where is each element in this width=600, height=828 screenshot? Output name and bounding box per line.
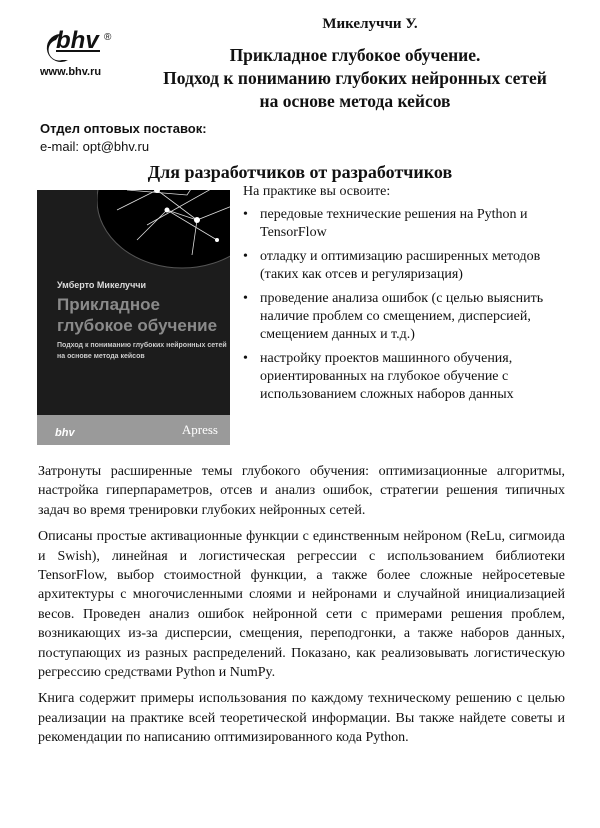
svg-text:bhv: bhv: [56, 27, 99, 54]
list-item-text: отладку и оптимизацию расширенных методов (таких как отсев и регуляризация): [260, 249, 541, 282]
intro-text: На практике вы освоите:: [243, 184, 391, 199]
description-body: [38, 462, 565, 755]
paragraph: Книга содержит примеры использования по каждому техническому решению с целью реализации на практике всей теоретической информации. Вы также найдете советы и рекомендации по написанию оптимизированного кода Python.: [38, 691, 565, 746]
author-name: Микелуччи У.: [322, 16, 418, 32]
skills-list: [243, 206, 565, 410]
list-item: [243, 350, 565, 404]
cover-title: [57, 294, 217, 336]
slogan-heading: Для разработчиков от разработчиков: [147, 162, 453, 182]
paragraph: Описаны простые активационные функции с единственным нейроном (ReLu, сигмоида и Swish), линейная и логистическая регрессии с использованием библиотеки TensorFlow, выбор стоимостной функции, а также более сложные нейросетевые архитектуры с многочисленными слоями и нейронами и случайной инициализацией весов. Проведен анализ ошибок нейронной сети с примерами решения проблем, возникающих из-за дисперсии, смещения, переподгонки, а также наборов данных, поступающих из разных распределений. Показано, как реализовывать логистическую регрессию средствами Python и NumPy.: [38, 529, 565, 681]
bullet-icon: •: [243, 249, 248, 264]
cover-author: Умберто Микелуччи: [57, 280, 147, 290]
paragraph: Затронуты расширенные темы глубокого обучения: оптимизационные алгоритмы, настройка гиперпараметров, отсев и анализ ошибок, стратегии решения типичных задач во время тренировки глубоких нейронных сетей.: [38, 464, 565, 518]
title-line: на основе метода кейсов: [259, 91, 451, 111]
cover-title-line: глубокое обучение: [57, 316, 218, 335]
list-item-text: настройку проектов машинного обучения, ориентированных на глубокое обучение с использованием сложных наборов данных: [260, 351, 514, 402]
book-title: [130, 44, 580, 113]
list-item: [243, 248, 565, 284]
website-url: www.bhv.ru: [40, 66, 102, 78]
cover-subtitle: Подход к пониманию глубоких нейронных сетей на основе метода кейсов: [57, 342, 227, 360]
bullet-icon: •: [243, 351, 248, 366]
list-item-text: проведение анализа ошибок (с целью выяснить наличие проблем со смещением, дисперсией, смещением данных и т.д.): [260, 291, 544, 342]
title-line: Прикладное глубокое обучение.: [229, 45, 481, 65]
department-label: Отдел оптовых поставок:: [40, 121, 207, 136]
cover-title-line: Прикладное: [57, 295, 160, 314]
cover-publisher: Apress: [181, 422, 218, 437]
list-item-text: передовые технические решения на Python и TensorFlow: [260, 207, 528, 240]
list-item: [243, 290, 565, 344]
neural-network-illustration: [97, 190, 230, 270]
cover-publisher-logo: bhv: [55, 427, 75, 439]
bullet-icon: •: [243, 207, 248, 222]
book-cover-image: [37, 190, 230, 445]
cover-band: [37, 415, 230, 445]
list-item: [243, 206, 565, 242]
bullet-icon: •: [243, 291, 248, 306]
svg-text:®: ®: [104, 32, 112, 43]
email-text: e-mail: opt@bhv.ru: [40, 139, 150, 154]
title-line: Подход к пониманию глубоких нейронных сетей: [163, 68, 547, 88]
